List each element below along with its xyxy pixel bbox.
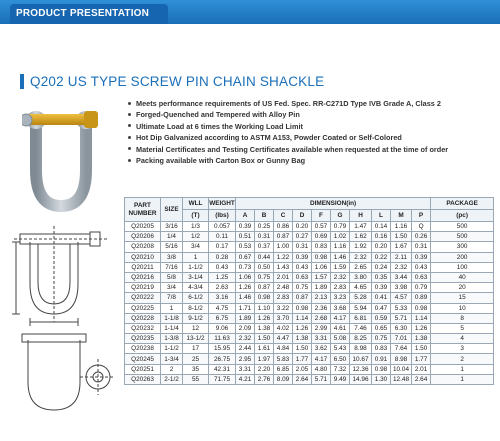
table-row [125,354,494,364]
table-cell: 2.65 [350,262,372,272]
table-cell: 6.30 [391,323,412,333]
table-cell: Q20232 [125,323,161,333]
table-cell: 0.39 [412,252,431,262]
table-cell: 5.28 [350,293,372,303]
table-row [125,323,494,333]
table-cell: 1.77 [412,354,431,364]
table-row [125,303,494,313]
table-cell: 1.38 [293,334,312,344]
table-cell: 15 [431,293,494,303]
table-cell: 26.75 [209,354,236,364]
table-cell: 0.24 [372,262,391,272]
table-cell: 2.13 [312,293,331,303]
table-cell: 0.44 [255,252,274,262]
header-dim-f: F [312,210,331,222]
bullet-icon [128,124,131,127]
table-cell: 2.01 [274,272,293,282]
table-cell: 4.65 [350,283,372,293]
shackle-photo-icon [22,100,100,215]
table-cell: 2.20 [255,364,274,374]
table-cell: 1.14 [412,313,431,323]
table-cell: 1.50 [391,232,412,242]
table-cell: 7.64 [391,344,412,354]
table-cell: 1.89 [312,283,331,293]
table-cell: Q20263 [125,374,161,384]
table-cell: 4.17 [331,313,350,323]
table-cell: 5.83 [274,354,293,364]
table-cell: 5.43 [331,344,350,354]
table-cell: 3 [431,344,494,354]
table-cell: 0.98 [293,303,312,313]
table-cell: 5.71 [391,313,412,323]
table-cell: 6.81 [350,313,372,323]
bullet-icon [128,136,131,139]
table-cell: 0.83 [312,242,331,252]
table-cell: 12 [183,323,209,333]
table-cell: 0.87 [255,283,274,293]
table-cell: 300 [431,242,494,252]
table-cell: 0.37 [255,242,274,252]
table-cell: 1-1/2 [161,344,183,354]
table-cell: 1.97 [255,354,274,364]
table-cell: 6.85 [274,364,293,374]
table-cell: 1.06 [236,272,255,282]
table-cell: 1.25 [209,272,236,282]
table-cell: 1/2 [183,232,209,242]
table-row [125,364,494,374]
table-cell: 0.59 [372,313,391,323]
table-cell: 5/16 [161,242,183,252]
table-cell: 3.70 [274,313,293,323]
table-cell: 25 [183,354,209,364]
table-cell: Q20219 [125,283,161,293]
table-cell: 1-3/8 [161,334,183,344]
table-cell: 1.62 [350,232,372,242]
table-row [125,222,494,232]
table-cell: 3.68 [331,303,350,313]
table-cell: 7/8 [161,293,183,303]
table-cell: 2 [161,364,183,374]
table-cell: 9.49 [331,374,350,384]
table-cell: 0.43 [293,262,312,272]
table-cell: 1-1/4 [161,323,183,333]
table-cell: Q20222 [125,293,161,303]
table-cell: 1.50 [255,334,274,344]
table-row [125,374,494,384]
table-cell: 3.16 [209,293,236,303]
table-cell: 0.89 [412,293,431,303]
table-cell: 3.31 [312,334,331,344]
header-dim-h: H [350,210,372,222]
table-cell: 8.25 [350,334,372,344]
table-cell: 42.31 [209,364,236,374]
table-cell: 0.25 [255,222,274,232]
table-cell: 0.50 [255,262,274,272]
table-cell: 1.26 [293,323,312,333]
table-cell: 0.98 [412,303,431,313]
table-cell: 0.65 [372,323,391,333]
table-cell: 0.27 [293,232,312,242]
table-cell: 40 [431,272,494,282]
table-cell: 0.63 [293,272,312,282]
table-cell: 3.44 [391,272,412,282]
table-cell: 1.16 [331,242,350,252]
table-cell: 1 [161,303,183,313]
header-dim-l: L [372,210,391,222]
header-package: PACKAGE [431,198,494,210]
table-cell: 2-1/2 [161,374,183,384]
table-cell: 55 [183,374,209,384]
table-cell: 0.47 [372,303,391,313]
table-cell: 4.61 [331,323,350,333]
table-cell: 0.87 [274,232,293,242]
table-cell: 10.04 [391,364,412,374]
table-cell: 0.75 [372,334,391,344]
table-cell: 4-3/4 [183,283,209,293]
table-cell: 0.17 [209,242,236,252]
bullet-icon [128,147,131,150]
table-cell: 100 [431,262,494,272]
table-cell: 2.05 [293,364,312,374]
table-cell: Q20228 [125,313,161,323]
table-cell: 2.76 [255,374,274,384]
table-cell: Q20245 [125,354,161,364]
table-cell: Q [412,222,431,232]
table-cell: 2.11 [391,252,412,262]
table-cell: 2.48 [274,283,293,293]
header-part-number: PART NUMBER [125,198,161,222]
table-cell: 1.59 [331,262,350,272]
table-cell: 1.00 [274,242,293,252]
table-cell: 1.57 [312,272,331,282]
table-cell: 0.57 [312,222,331,232]
spec-table-body [125,222,494,385]
table-cell: 0.75 [293,283,312,293]
table-cell: 0.91 [372,354,391,364]
table-cell: 0.39 [293,252,312,262]
table-cell: 0.35 [372,272,391,282]
table-cell: 9.06 [209,323,236,333]
table-cell: 20 [431,283,494,293]
product-title-row [20,72,324,90]
table-cell: 3.23 [331,293,350,303]
table-cell: 0.14 [372,222,391,232]
feature-list [128,98,498,166]
feature-item: Hot Dip Galvanized according to ASTM A153, Powder Coated or Self-Colored [128,132,498,143]
table-cell: 1.38 [412,334,431,344]
table-cell: 15.95 [209,344,236,354]
table-cell: 5.08 [331,334,350,344]
table-cell: 2.32 [331,272,350,282]
table-cell: 0.79 [331,222,350,232]
table-row [125,283,494,293]
table-cell: 4.17 [312,354,331,364]
header-weight: WEIGHT [209,198,236,210]
table-cell: 3/16 [161,222,183,232]
table-cell: 12.36 [350,364,372,374]
table-cell: 3/4 [183,242,209,252]
table-cell: 3-1/4 [183,272,209,282]
table-cell: 5 [431,323,494,333]
table-cell: 4.75 [209,303,236,313]
table-cell: 1.26 [236,283,255,293]
bullet-icon [128,159,131,162]
table-row [125,252,494,262]
table-cell: 2.36 [312,303,331,313]
table-cell: 1 [183,252,209,262]
bullet-icon [128,102,131,105]
table-cell: 14.96 [350,374,372,384]
table-cell: 0.16 [372,232,391,242]
table-cell: 6-1/2 [183,293,209,303]
header-dim-g: G [331,210,350,222]
table-cell: 1.10 [255,303,274,313]
table-cell: 7.46 [350,323,372,333]
table-cell: 5.71 [312,374,331,384]
table-cell: 0.98 [312,252,331,262]
table-row [125,272,494,282]
table-cell: 0.67 [236,252,255,262]
table-cell: 3.31 [236,364,255,374]
table-cell: 1.61 [255,344,274,354]
table-cell: 3/4 [161,283,183,293]
table-cell: Q20238 [125,344,161,354]
table-cell: 2.32 [350,252,372,262]
table-cell: 1.77 [293,354,312,364]
table-row [125,242,494,252]
table-row [125,334,494,344]
product-title: Q202 US TYPE SCREW PIN CHAIN SHACKLE [30,73,325,89]
table-cell: 6.50 [331,354,350,364]
header-weight-unit: (lbs) [209,210,236,222]
table-cell: 0.63 [412,272,431,282]
table-cell: 1-1/2 [183,262,209,272]
feature-item: Forged-Quenched and Tempered with Alloy Pin [128,109,498,120]
table-cell: 1-1/8 [161,313,183,323]
table-cell: 1-3/4 [161,354,183,364]
header-wll-unit: (T) [183,210,209,222]
title-accent-bar [20,74,24,89]
shackle-drawing-icon [8,222,116,417]
table-cell: Q20206 [125,232,161,242]
table-cell: 6.75 [209,313,236,323]
table-cell: Q20216 [125,272,161,282]
table-cell: 10 [431,303,494,313]
table-cell: 8.09 [274,374,293,384]
table-cell: Q20208 [125,242,161,252]
table-cell: 4.21 [236,374,255,384]
table-cell: 0.28 [209,252,236,262]
table-cell: 1.16 [391,222,412,232]
table-cell: 71.75 [209,374,236,384]
table-cell: Q20235 [125,334,161,344]
table-cell: 2.64 [412,374,431,384]
feature-item: Ultimate Load at 6 times the Working Load Limit [128,121,498,132]
header-package-unit: (pc) [431,210,494,222]
table-cell: 0.51 [236,232,255,242]
table-cell: 3.62 [312,344,331,354]
table-cell: 7.32 [331,364,350,374]
table-cell: 2.63 [209,283,236,293]
table-cell: 3/8 [161,252,183,262]
table-cell: 4.02 [274,323,293,333]
table-cell: 4.57 [391,293,412,303]
table-cell: 10.67 [350,354,372,364]
header-dimension: DIMENSION(in) [236,198,431,210]
header-wll: WLL [183,198,209,210]
table-cell: 8.98 [350,344,372,354]
table-cell: 5.94 [350,303,372,313]
table-cell: 1.47 [350,222,372,232]
header-dim-b: B [255,210,274,222]
header-dim-m: M [391,210,412,222]
table-cell: 0.79 [412,283,431,293]
table-cell: 2 [431,354,494,364]
table-cell: 1.26 [412,323,431,333]
table-cell: 17 [183,344,209,354]
table-cell: 9-1/2 [183,313,209,323]
table-cell: 0.39 [236,222,255,232]
table-cell: 0.86 [274,222,293,232]
table-cell: 2.99 [312,323,331,333]
table-row [125,262,494,272]
table-cell: 1.30 [372,374,391,384]
table-cell: 1.02 [331,232,350,242]
header-dim-d: D [293,210,312,222]
table-cell: 35 [183,364,209,374]
table-cell: 0.87 [293,293,312,303]
table-cell: 0.31 [293,242,312,252]
table-cell: 0.98 [372,364,391,374]
table-cell: 0.83 [372,344,391,354]
feature-item: Material Certificates and Testing Certificates available when requested at the time of order [128,144,498,155]
table-cell: 13-1/2 [183,334,209,344]
table-cell: Q20225 [125,303,161,313]
table-cell: 2.83 [274,293,293,303]
banner-tab: PRODUCT PRESENTATION [10,4,168,24]
table-cell: 3.22 [274,303,293,313]
table-row [125,313,494,323]
header-banner [0,0,500,24]
table-cell: 4.80 [312,364,331,374]
table-cell: 1 [431,374,494,384]
table-cell: 1.46 [331,252,350,262]
table-cell: 1.50 [293,344,312,354]
table-cell: 1.89 [236,313,255,323]
table-cell: 2.68 [312,313,331,323]
table-cell: 500 [431,232,494,242]
table-cell: 500 [431,222,494,232]
table-cell: 2.95 [236,354,255,364]
table-cell: 1.92 [350,242,372,252]
table-cell: 0.20 [293,222,312,232]
table-cell: 0.11 [209,232,236,242]
table-cell: 0.22 [372,252,391,262]
table-cell: 0.41 [372,293,391,303]
table-cell: 7.01 [391,334,412,344]
table-row [125,344,494,354]
table-cell: 4 [431,334,494,344]
table-cell: 200 [431,252,494,262]
table-cell: Q20205 [125,222,161,232]
table-cell: Q20210 [125,252,161,262]
table-cell: 1.14 [293,313,312,323]
table-cell: 7/16 [161,262,183,272]
table-cell: 0.39 [372,283,391,293]
table-cell: 1.67 [391,242,412,252]
table-cell: 8 [431,313,494,323]
table-cell: 0.43 [209,262,236,272]
table-cell: 0.31 [255,232,274,242]
table-cell: 1.50 [412,344,431,354]
header-size: SIZE [161,198,183,222]
table-cell: 2.09 [236,323,255,333]
table-cell: 0.73 [236,262,255,272]
table-cell: 0.53 [236,242,255,252]
table-cell: 4.47 [274,334,293,344]
table-cell: 12.48 [391,374,412,384]
table-cell: 8.98 [391,354,412,364]
table-cell: 1.38 [255,323,274,333]
table-cell: 8-1/2 [183,303,209,313]
bullet-icon [128,113,131,116]
table-cell: 5.33 [391,303,412,313]
table-cell: 1.46 [236,293,255,303]
table-cell: 5/8 [161,272,183,282]
table-cell: 1.71 [236,303,255,313]
table-cell: 1.26 [255,313,274,323]
table-cell: 11.63 [209,334,236,344]
table-cell: 2.83 [331,283,350,293]
table-cell: 0.98 [255,293,274,303]
table-cell: Q20211 [125,262,161,272]
table-cell: 1/3 [183,222,209,232]
table-cell: 1.22 [274,252,293,262]
feature-item: Meets performance requirements of US Fed. Spec. RR-C271D Type IVB Grade A, Class 2 [128,98,498,109]
header-dim-c: C [274,210,293,222]
feature-item: Packing available with Carton Box or Gunny Bag [128,155,498,166]
table-cell: 3.80 [350,272,372,282]
table-cell: 2.32 [236,334,255,344]
table-cell: 0.31 [412,242,431,252]
spec-table [124,197,494,385]
table-cell: 0.26 [412,232,431,242]
table-cell: 3.98 [391,283,412,293]
table-cell: 1/4 [161,232,183,242]
table-cell: 0.43 [412,262,431,272]
table-cell: 2.44 [236,344,255,354]
table-cell: 0.69 [312,232,331,242]
table-row [125,293,494,303]
table-cell: 0.20 [372,242,391,252]
table-cell: 0.75 [255,272,274,282]
table-cell: 2.64 [293,374,312,384]
table-cell: Q20251 [125,364,161,374]
table-cell: 1 [431,364,494,374]
header-dim-p: P [412,210,431,222]
table-cell: 2.32 [391,262,412,272]
table-cell: 1.43 [274,262,293,272]
table-cell: 4.84 [274,344,293,354]
table-cell: 1.06 [312,262,331,272]
table-cell: 2.01 [412,364,431,374]
header-dim-a: A [236,210,255,222]
table-cell: 0.057 [209,222,236,232]
table-row [125,232,494,242]
